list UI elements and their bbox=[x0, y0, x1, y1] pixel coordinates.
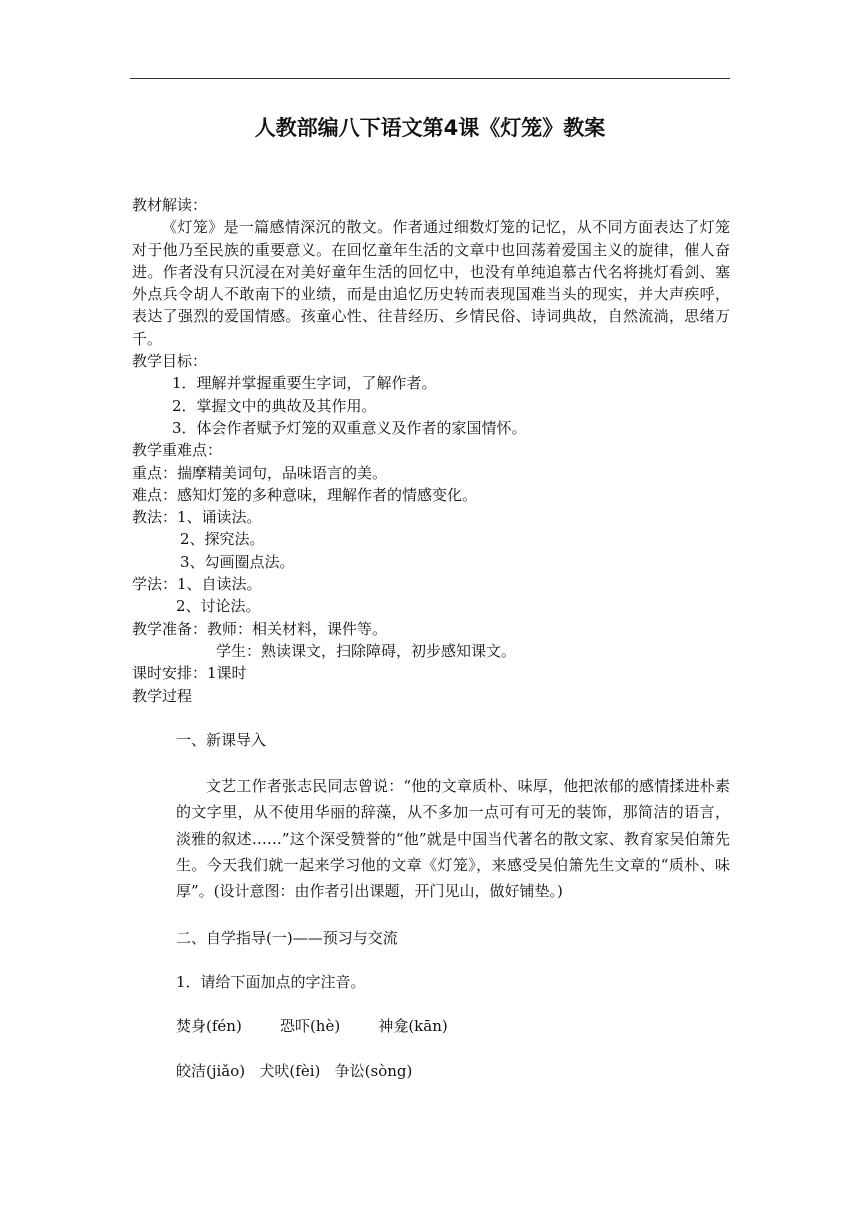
pinyin-row: 焚身(fén) 恐吓(hè) 神龛(kān) bbox=[176, 1017, 448, 1036]
teaching-methods: 教法：1、诵读法。 bbox=[132, 508, 262, 527]
material-heading: 教材解读： bbox=[132, 196, 208, 214]
schedule: 课时安排：1课时 bbox=[132, 664, 247, 683]
pinyin-row: 皎洁(jiǎo) 犬吠(fèi) 争讼(sòng) bbox=[176, 1061, 413, 1080]
intro-paragraph: 文艺工作者张志民同志曾说：“他的文章质朴、味厚，他把浓郁的感情揉进朴素的文字里，从不使用华丽的辞藻，从不多加一点可有可无的装饰，那简洁的语言，淡雅的叙述……”这个深受赞誉的“他”就是中国当代著名的散文家、教育家吴伯箫先生。今天我们就一起来学习他的文章《灯笼》，来感受吴伯箫先生文章的“质朴、味厚”。(设计意图：由作者引出课题，开门见山，做好铺垫。) bbox=[176, 777, 730, 901]
material-paragraph: 《灯笼》是一篇感情深沉的散文。作者通过细数灯笼的记忆，从不同方面表达了灯笼对于他乃至民族的重要意义。在回忆童年生活的文章中也回荡着爱国主义的旋律，催人奋进。作者没有只沉浸在对美好童年生活的回忆中，也没有单纯追慕古代名将挑灯看剑、塞外点兵令胡人不敢南下的业绩，而是由追忆历史转而表现国难当头的现实，并大声疾呼，表达了强烈的爱国情感。孩童心性、往昔经历、乡情民俗、诗词典故，自然流淌，思绪万千。 bbox=[132, 218, 730, 348]
goal-item: 2．掌握文中的典故及其作用。 bbox=[172, 396, 377, 415]
document-title: 人教部编八下语文第4课《灯笼》教案 bbox=[254, 116, 606, 140]
document-body bbox=[132, 194, 730, 1082]
difficulty-heading: 教学重难点： bbox=[132, 441, 223, 460]
key-point: 重点：揣摩精美词句，品味语言的美。 bbox=[132, 463, 388, 482]
goal-item: 1．理解并掌握重要生字词，了解作者。 bbox=[172, 374, 437, 393]
question: 1．请给下面加点的字注音。 bbox=[176, 972, 366, 991]
goals-heading: 教学目标： bbox=[132, 352, 208, 371]
prep-teacher: 教学准备：教师：相关材料，课件等。 bbox=[132, 619, 388, 638]
study-method-item: 2、讨论法。 bbox=[176, 597, 261, 616]
process-heading: 教学过程 bbox=[132, 686, 193, 705]
teaching-method-item: 3、勾画圈点法。 bbox=[180, 552, 295, 571]
section-title: 二、自学指导(一)——预习与交流 bbox=[176, 928, 398, 947]
goal-item: 3．体会作者赋予灯笼的双重意义及作者的家国情怀。 bbox=[172, 418, 527, 437]
study-methods: 学法：1、自读法。 bbox=[132, 575, 262, 594]
difficult-point: 难点：感知灯笼的多种意味，理解作者的情感变化。 bbox=[132, 485, 478, 504]
header-rule bbox=[130, 78, 730, 79]
teaching-method-item: 2、探究法。 bbox=[180, 530, 265, 549]
section-title: 一、新课导入 bbox=[176, 730, 267, 749]
prep-student: 学生：熟读课文，扫除障碍，初步感知课文。 bbox=[216, 641, 517, 660]
